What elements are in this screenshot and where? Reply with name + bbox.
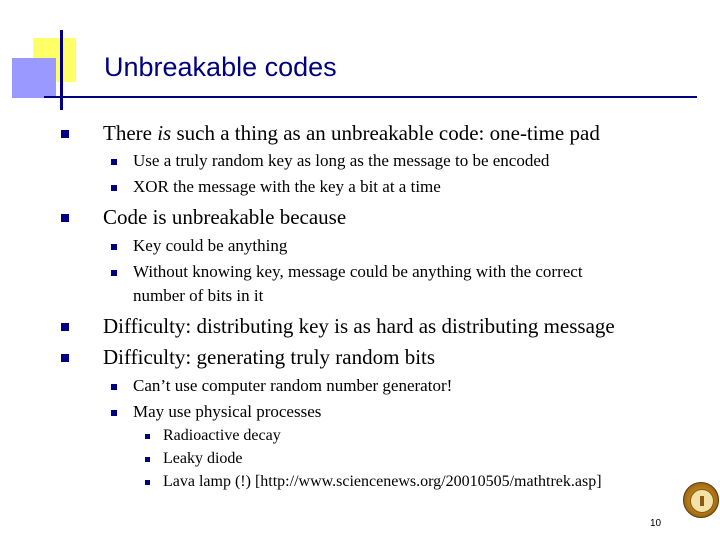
sub-sub-bullet-text: Radioactive decay <box>163 427 281 444</box>
sub-bullet-physical-processes <box>133 402 321 422</box>
university-seal-logo <box>683 482 719 518</box>
square-bullet-icon <box>145 434 150 439</box>
title-decoration-blue-square <box>12 58 56 98</box>
seal-emblem <box>700 496 704 506</box>
sub-bullet-text: May use physical processes <box>133 402 322 421</box>
bullet-text: Code is unbreakable because <box>103 205 347 229</box>
sub-bullet-no-rng <box>133 376 452 396</box>
sub-bullet-text: XOR the message with the key a bit at a time <box>133 177 441 196</box>
square-bullet-icon <box>111 410 117 416</box>
square-bullet-icon <box>61 354 69 362</box>
sub-bullet-text-line1: Without knowing key, message could be anything with the correct <box>133 262 583 281</box>
bullet-text: Difficulty: generating truly random bits <box>103 345 436 369</box>
sub-sub-bullet-leaky-diode <box>163 450 243 468</box>
sub-bullet-key-anything <box>133 236 287 256</box>
sub-bullet-text: Key could be anything <box>133 236 288 255</box>
square-bullet-icon <box>111 185 117 191</box>
page-number: 10 <box>650 518 662 529</box>
bullet-distributing-key <box>103 314 615 339</box>
sub-sub-bullet-text: Leaky diode <box>163 450 243 467</box>
square-bullet-icon <box>111 244 117 250</box>
bullet-text-pre: There <box>103 121 158 145</box>
title-horizontal-rule <box>44 96 697 98</box>
bullet-code-unbreakable <box>103 205 346 230</box>
bullet-text: Difficulty: distributing key is as hard as distributing message <box>103 314 615 338</box>
bullet-text-emphasis: is <box>157 121 172 145</box>
bullet-text-post: such a thing as an unbreakable code: one-time pad <box>171 121 600 145</box>
square-bullet-icon <box>111 384 117 390</box>
seal-inner-ring <box>690 489 714 513</box>
bullet-random-bits <box>103 345 435 370</box>
sub-sub-bullet-text: Lava lamp (!) [http://www.sciencenews.org/20010505/mathtrek.asp] <box>163 473 602 490</box>
sub-bullet-without-key-continued <box>133 286 263 306</box>
square-bullet-icon <box>61 323 69 331</box>
sub-bullet-without-key <box>133 262 583 282</box>
sub-bullet-text: Use a truly random key as long as the message to be encoded <box>133 151 550 170</box>
square-bullet-icon <box>111 159 117 165</box>
sub-sub-bullet-radioactive <box>163 427 281 445</box>
square-bullet-icon <box>145 480 150 485</box>
title-vertical-rule <box>60 30 63 110</box>
square-bullet-icon <box>111 270 117 276</box>
square-bullet-icon <box>61 214 69 222</box>
sub-bullet-random-key <box>133 151 549 171</box>
bullet-one-time-pad <box>103 121 600 146</box>
square-bullet-icon <box>145 457 150 462</box>
slide-title: Unbreakable codes <box>104 52 337 82</box>
sub-sub-bullet-lava-lamp <box>163 473 602 491</box>
sub-bullet-text: Can’t use computer random number generator! <box>133 376 453 395</box>
sub-bullet-xor <box>133 177 441 197</box>
square-bullet-icon <box>61 130 69 138</box>
sub-bullet-text-line2: number of bits in it <box>133 286 264 305</box>
